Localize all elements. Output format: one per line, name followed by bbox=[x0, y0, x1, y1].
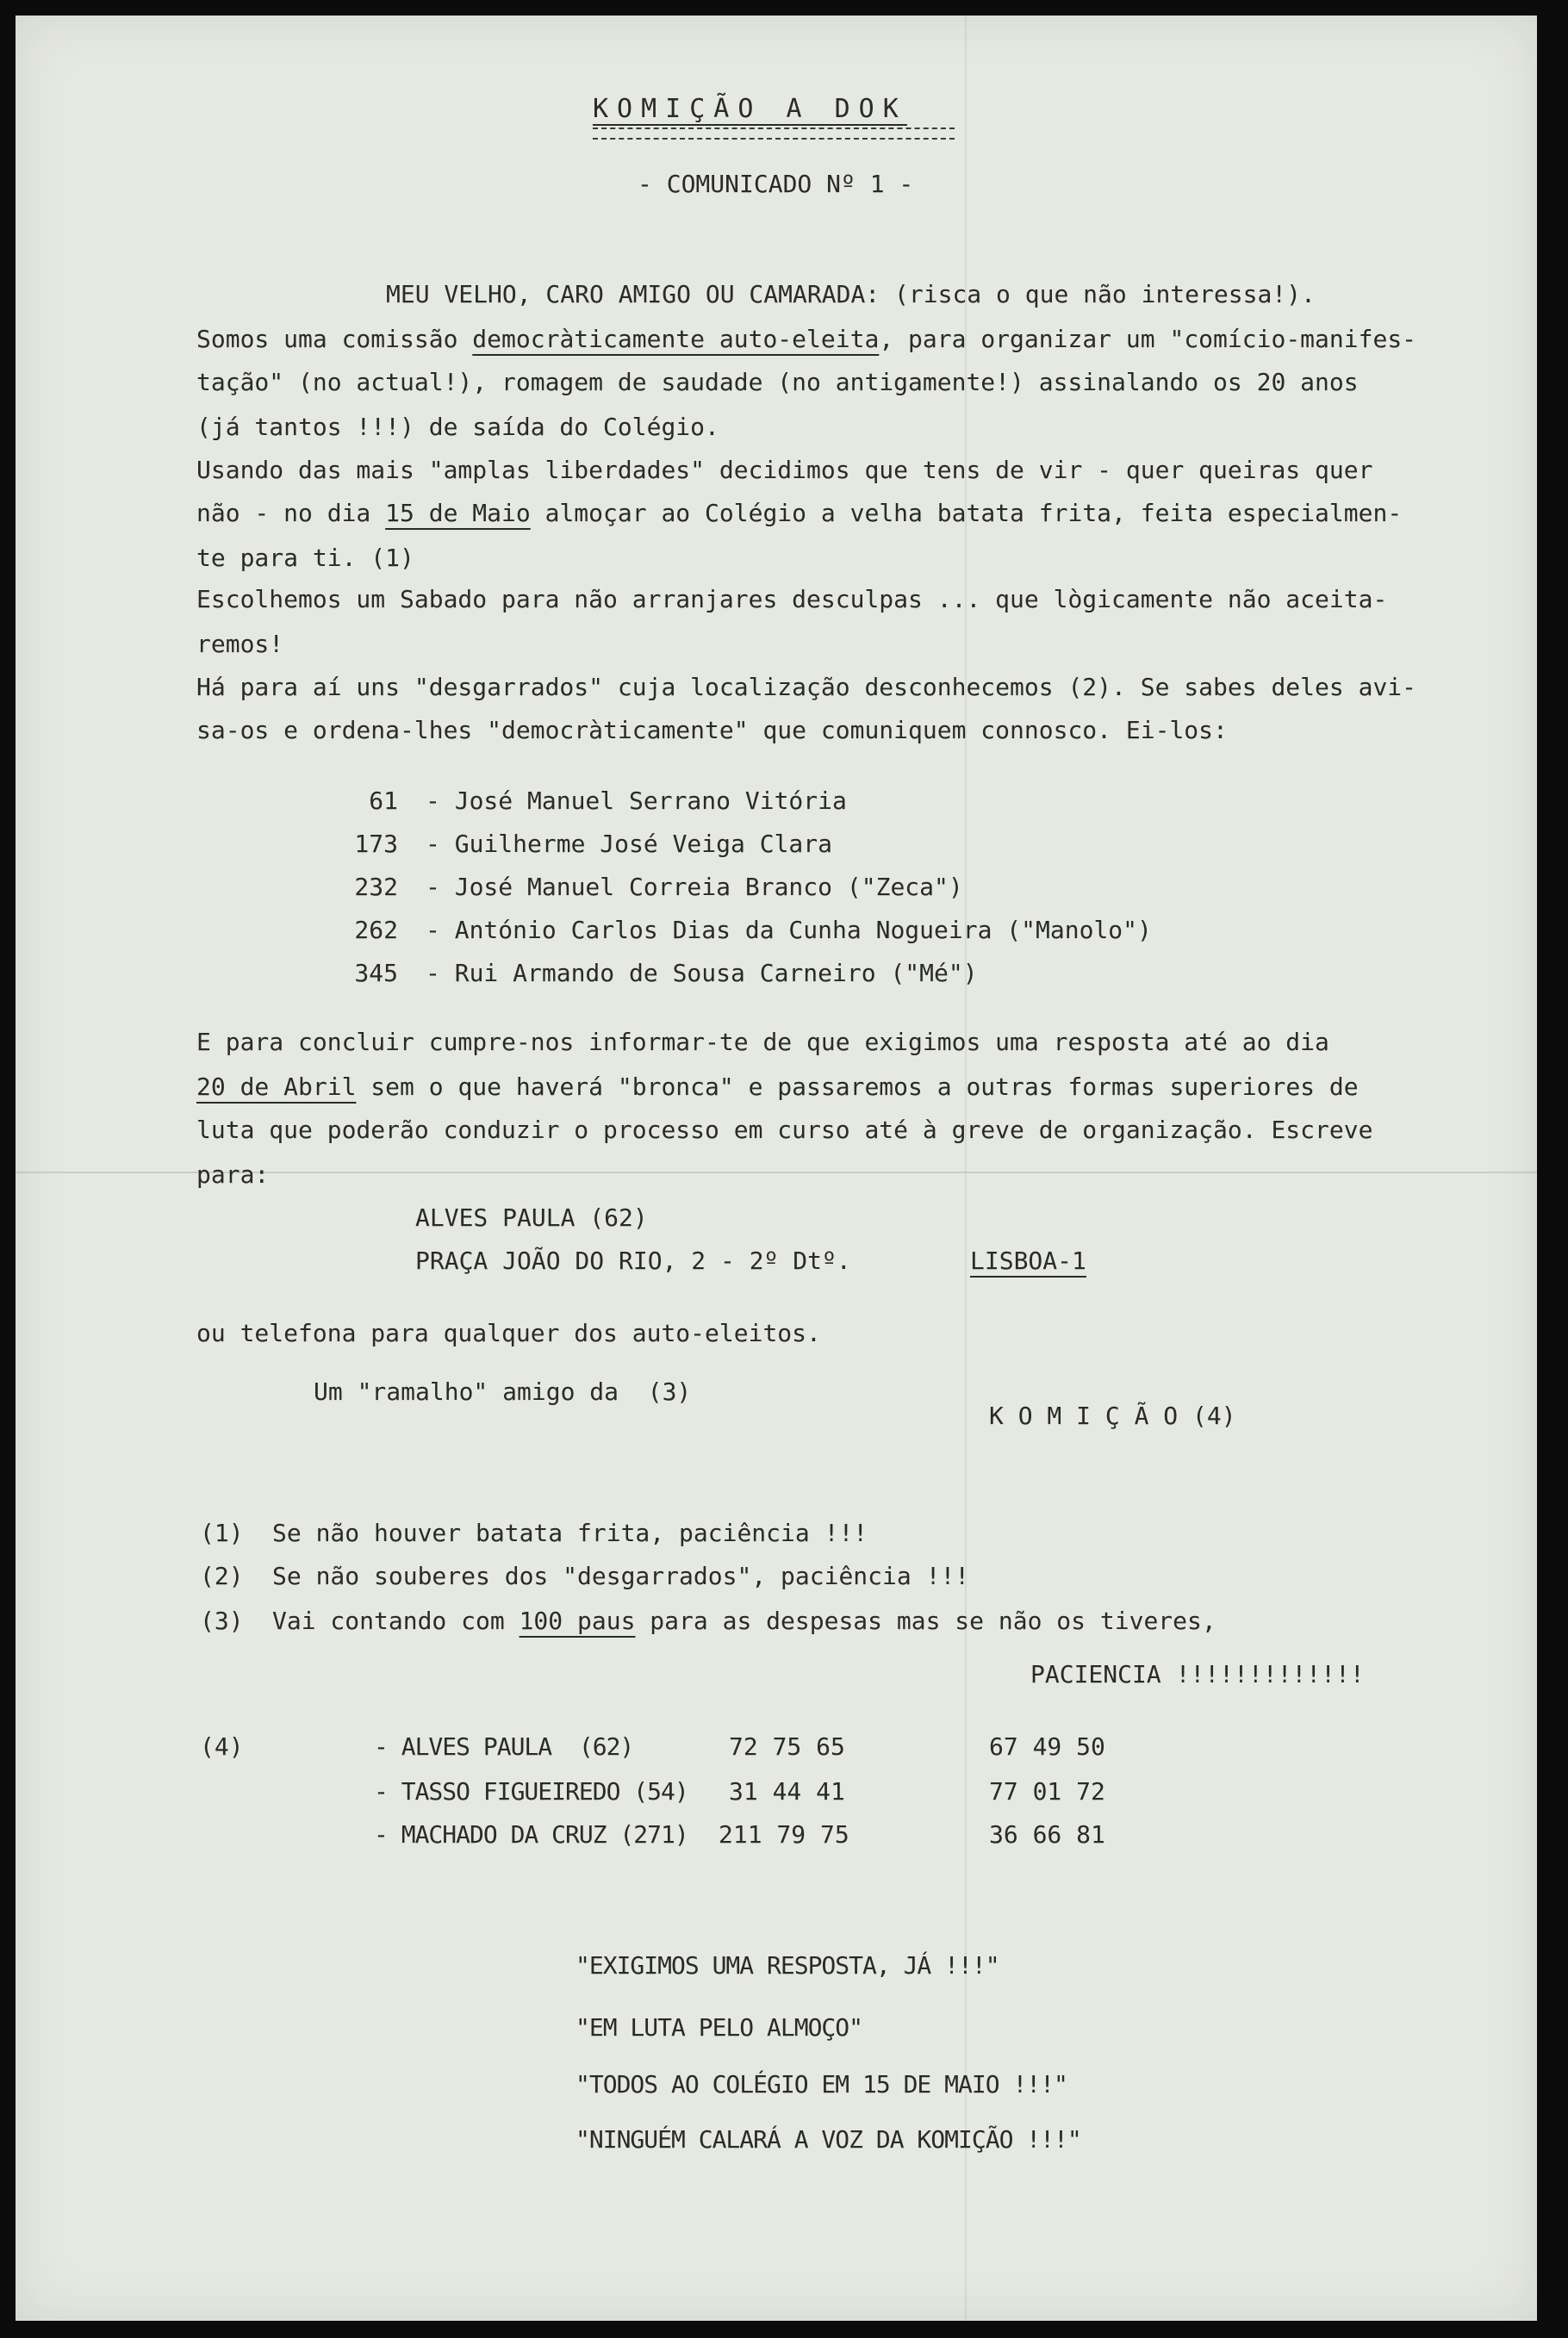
list-item-number: 262 bbox=[354, 916, 398, 944]
document-title: KOMIÇÃO A DOK bbox=[593, 94, 907, 124]
paragraph-3-line-2: remos! bbox=[196, 630, 284, 658]
slogan: "NINGUÉM CALARÁ A VOZ DA KOMIÇÃO !!!" bbox=[576, 2125, 1081, 2154]
salutation: MEU VELHO, CARO AMIGO OU CAMARADA: (risca o que não interessa!). bbox=[386, 280, 1316, 308]
list-item-name: - António Carlos Dias da Cunha Nogueira ("Manolo") bbox=[426, 916, 1152, 944]
closing-line-1: E para concluir cumpre-nos informar-te de que exigimos uma resposta até ao dia bbox=[196, 1028, 1329, 1056]
phone-instruction: ou telefona para qualquer dos auto-eleitos. bbox=[196, 1319, 821, 1347]
text-span: Vai contando com bbox=[272, 1607, 520, 1635]
closing-line-3: luta que poderão conduzir o processo em curso até à greve de organização. Escreve bbox=[196, 1116, 1373, 1144]
signoff: Um "ramalho" amigo da (3) bbox=[314, 1377, 692, 1406]
list-item-number: 61 bbox=[369, 787, 398, 815]
list-item-name: - José Manuel Correia Branco ("Zeca") bbox=[426, 873, 963, 901]
footnote-text: Se não souberes dos "desgarrados", paciência !!! bbox=[272, 1562, 970, 1590]
contact-name: - TASSO FIGUEIREDO (54) bbox=[374, 1777, 688, 1806]
slogan: "TODOS AO COLÉGIO EM 15 DE MAIO !!!" bbox=[576, 2070, 1067, 2099]
text-span: não - no dia bbox=[196, 499, 386, 527]
slogan: "EXIGIMOS UMA RESPOSTA, JÁ !!!" bbox=[576, 1951, 999, 1980]
footnote-mark: (3) bbox=[200, 1607, 244, 1635]
closing-line-2 bbox=[196, 1075, 1359, 1099]
list-item-name: - Rui Armando de Sousa Carneiro ("Mé") bbox=[426, 959, 978, 987]
text-span: para as despesas mas se não os tiveres, bbox=[635, 1607, 1216, 1635]
address-city: LISBOA-1 bbox=[970, 1247, 1086, 1275]
footnote-text bbox=[272, 1609, 1216, 1633]
paragraph-1-line-3: (já tantos !!!) de saída do Colégio. bbox=[196, 413, 719, 441]
paciencia-line: PACIENCIA !!!!!!!!!!!!! bbox=[1030, 1660, 1365, 1688]
address-name: ALVES PAULA (62) bbox=[415, 1203, 648, 1232]
list-item-number: 345 bbox=[354, 959, 398, 987]
contact-phone-1: 31 44 41 bbox=[729, 1777, 845, 1806]
contact-name: - ALVES PAULA (62) bbox=[374, 1732, 634, 1761]
underlined-text: democràticamente auto-eleita bbox=[472, 325, 880, 353]
paragraph-1-line-2: tação" (no actual!), romagem de saudade (no antigamente!) assinalando os 20 anos bbox=[196, 368, 1359, 396]
contact-phone-1: 72 75 65 bbox=[729, 1732, 845, 1761]
footnote-mark: (1) bbox=[200, 1519, 244, 1547]
text-span: , para organizar um "comício-manifes- bbox=[879, 325, 1417, 353]
text-span: Somos uma comissão bbox=[196, 325, 473, 353]
subtitle-text: - COMUNICADO Nº 1 - bbox=[638, 170, 914, 198]
list-item-name: - Guilherme José Veiga Clara bbox=[426, 830, 833, 858]
contacts-mark: (4) bbox=[200, 1732, 244, 1761]
document-subtitle bbox=[638, 172, 913, 196]
signature: K O M I Ç Ã O (4) bbox=[989, 1402, 1236, 1430]
address-street: PRAÇA JOÃO DO RIO, 2 - 2º Dtº. bbox=[415, 1247, 851, 1275]
list-item-number: 232 bbox=[354, 873, 398, 901]
contact-name: - MACHADO DA CRUZ (271) bbox=[374, 1820, 688, 1849]
contact-phone-2: 67 49 50 bbox=[989, 1732, 1105, 1761]
underlined-amount: 100 paus bbox=[519, 1607, 636, 1635]
text-span: sem o que haverá "bronca" e passaremos a outras formas superiores de bbox=[356, 1073, 1359, 1101]
title-double-underline bbox=[593, 127, 955, 140]
paragraph-2-line-2 bbox=[196, 501, 1402, 525]
text-span: almoçar ao Colégio a velha batata frita, feita especialmen- bbox=[530, 499, 1403, 527]
contact-phone-1: 211 79 75 bbox=[719, 1820, 849, 1849]
paragraph-4-line-2: sa-os e ordena-lhes "democràticamente" que comuniquem connosco. Ei-los: bbox=[196, 716, 1228, 744]
footnote-text: Se não houver batata frita, paciência !!! bbox=[272, 1519, 868, 1547]
list-item-name: - José Manuel Serrano Vitória bbox=[426, 787, 847, 815]
paragraph-1-line-1 bbox=[196, 327, 1416, 351]
paragraph-2-line-1: Usando das mais "amplas liberdades" decidimos que tens de vir - quer queiras quer bbox=[196, 456, 1373, 484]
paragraph-2-line-3: te para ti. (1) bbox=[196, 544, 414, 572]
paragraph-3-line-1: Escolhemos um Sabado para não arranjares desculpas ... que lògicamente não aceita- bbox=[196, 585, 1388, 613]
paragraph-4-line-1: Há para aí uns "desgarrados" cuja localização desconhecemos (2). Se sabes deles avi- bbox=[196, 673, 1417, 701]
underlined-text: 15 de Maio bbox=[385, 499, 531, 527]
closing-line-4: para: bbox=[196, 1160, 270, 1189]
footnote-mark: (2) bbox=[200, 1562, 244, 1590]
list-item-number: 173 bbox=[354, 830, 398, 858]
underlined-date: 20 de Abril bbox=[196, 1073, 357, 1101]
slogan: "EM LUTA PELO ALMOÇO" bbox=[576, 2013, 863, 2042]
contact-phone-2: 77 01 72 bbox=[989, 1777, 1105, 1806]
contact-phone-2: 36 66 81 bbox=[989, 1820, 1105, 1849]
